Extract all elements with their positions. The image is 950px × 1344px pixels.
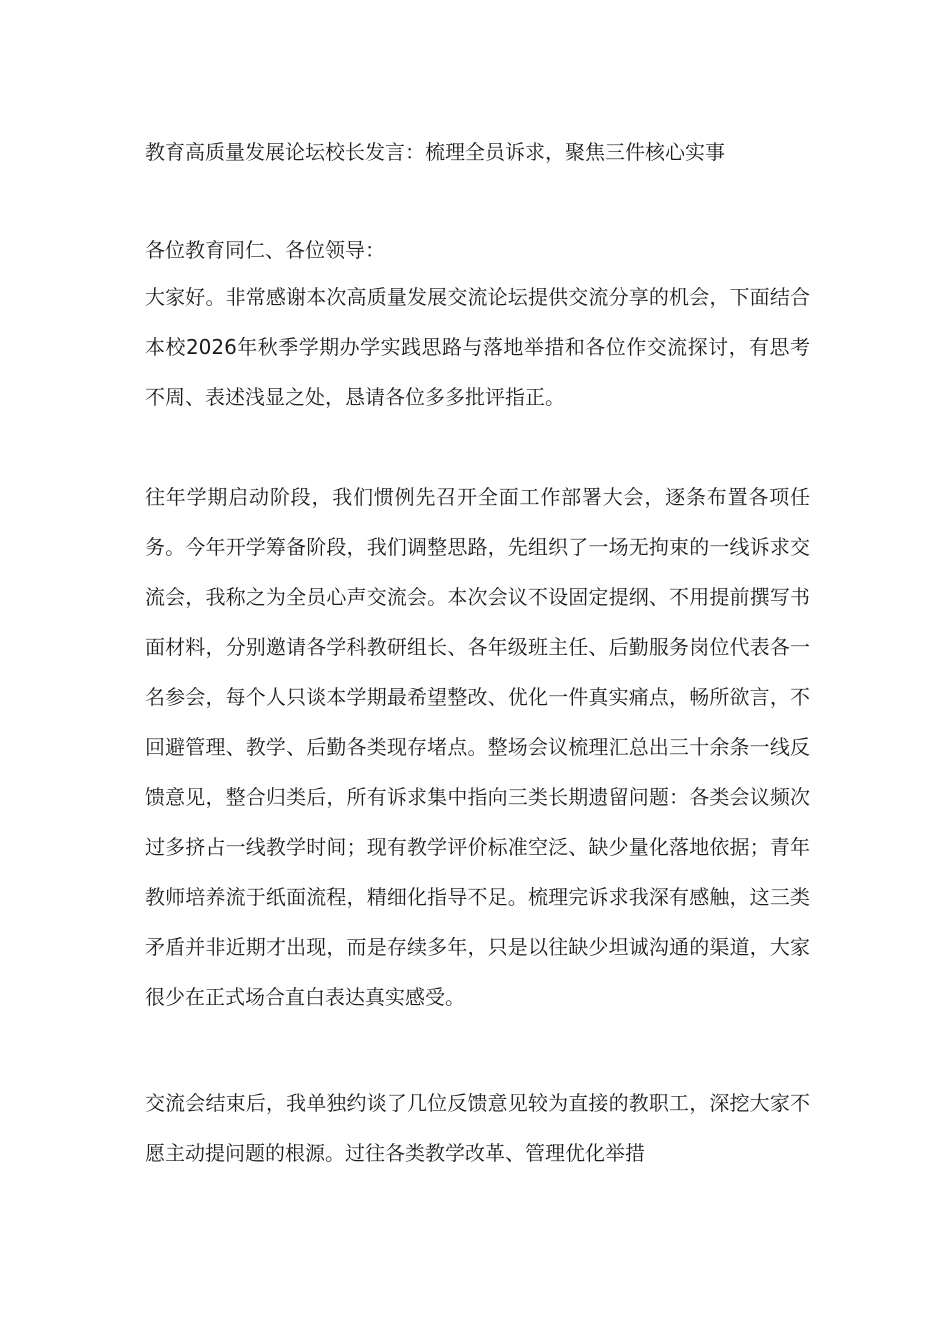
paragraph-followup: 交流会结束后，我单独约谈了几位反馈意见较为直接的教职工，深挖大家不愿主动提问题的根源。过往各类教学改革、管理优化举措 (145, 1091, 810, 1165)
salutation: 各位教育同仁、各位领导： (145, 238, 385, 262)
paragraph-greeting: 大家好。非常感谢本次高质量发展交流论坛提供交流分享的机会，下面结合本校2026年秋季学期办学实践思路与落地举措和各位作交流探讨，有思考不周、表述浅显之处，恳请各位多多批评指正。 (145, 285, 810, 409)
document-body (145, 130, 810, 1178)
document-title: 教育高质量发展论坛校长发言：梳理全员诉求，聚焦三件核心实事 (145, 140, 725, 164)
paragraph-background: 往年学期启动阶段，我们惯例先召开全面工作部署大会，逐条布置各项任务。今年开学筹备阶段，我们调整思路，先组织了一场无拘束的一线诉求交流会，我称之为全员心声交流会。本次会议不设固定提纲、不用提前撰写书面材料，分别邀请各学科教研组长、各年级班主任、后勤服务岗位代表各一名参会，每个人只谈本学期最希望整改、优化一件真实痛点，畅所欲言，不回避管理、教学、后勤各类现存堵点。整场会议梳理汇总出三十余条一线反馈意见，整合归类后，所有诉求集中指向三类长期遗留问题：各类会议频次过多挤占一线教学时间；现有教学评价标准空泛、缺少量化落地依据；青年教师培养流于纸面流程，精细化指导不足。梳理完诉求我深有感触，这三类矛盾并非近期才出现，而是存续多年，只是以往缺少坦诚沟通的渠道，大家很少在正式场合直白表达真实感受。 (145, 485, 810, 1009)
